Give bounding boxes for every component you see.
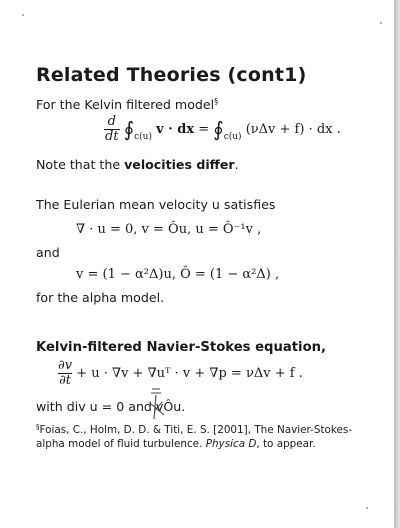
footnote-mark: § <box>36 423 40 431</box>
slide-title: Related Theories (cont1) <box>36 64 307 86</box>
contour-integral-symbol: ∮ <box>213 117 224 141</box>
velocities-differ-emphasis: velocities differ <box>124 157 235 172</box>
alpha-model-equation: v = (1 − α²Δ)u, Ô = (1 − α²Δ) , <box>76 267 280 282</box>
handwritten-annotation <box>80 385 170 425</box>
kelvin-intro <box>36 97 218 112</box>
navier-stokes-equation: $\frac{\partial v}{\partial t}$ + u · ∇v + ∇uᵀ · v + ∇p = νΔv + f . <box>58 358 303 388</box>
navier-stokes-heading: Kelvin-filtered Navier-Stokes equation, <box>36 340 327 355</box>
scan-speck <box>366 507 368 509</box>
and-text: and <box>36 245 60 260</box>
contour-integral-symbol: ∮ <box>123 117 135 141</box>
footnote: §Foias, C., Holm, D. D. & Titi, E. S. [2001], The Navier-Stokes-alpha model of fluid turbulence. Physica D, to appear. <box>36 423 353 450</box>
scan-speck <box>22 14 24 16</box>
kelvin-circulation-equation: $\frac{d}{dt}$ $∮_{c(u)}$ v · dx = $∮_{c(u)}$ (νΔv + f) · dx . <box>105 114 341 144</box>
footnote-reference: § <box>214 97 219 106</box>
footnote-citation: Foias, C., Holm, D. D. & Titi, E. S. [2001], The Navier-Stokes-alpha model of fluid turbulence. <box>36 424 353 450</box>
scan-speck <box>380 22 382 24</box>
time-derivative-fraction: $\frac{d}{dt}$ <box>105 114 119 144</box>
alpha-model-text: for the alpha model. <box>36 290 165 305</box>
eulerian-mean-text: The Eulerian mean velocity u satisfies <box>36 197 276 212</box>
scan-edge-shadow <box>394 0 400 528</box>
partial-derivative-fraction: $\frac{\partial v}{\partial t}$ <box>58 358 73 388</box>
footnote-journal: Physica D <box>205 437 257 450</box>
constraint-equation: ∇ · u = 0, v = Ôu, u = Ô⁻¹v , <box>76 222 262 237</box>
velocities-note: Note that the velocities differ. <box>36 157 239 172</box>
divergence-condition: with div u = 0 and v̸Ôu. <box>36 399 186 414</box>
kelvin-intro-text: For the Kelvin filtered model <box>36 97 215 112</box>
